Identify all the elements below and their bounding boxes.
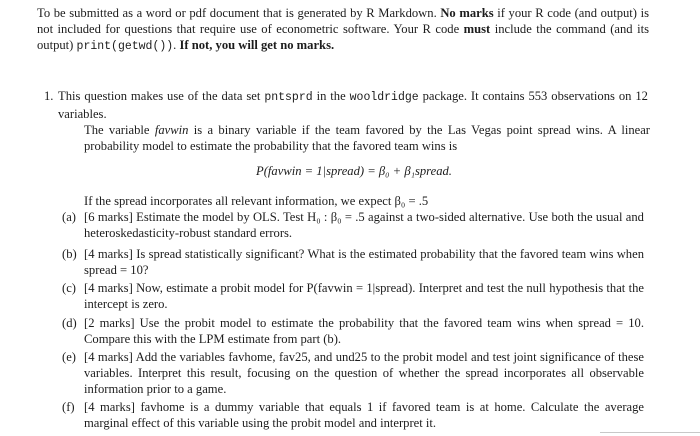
part-label: (f) — [62, 400, 75, 414]
part-f — [58, 399, 650, 431]
intro-bold-must: must — [463, 22, 491, 36]
part-marks: [4 marks] — [84, 281, 133, 295]
intro-text-3: include the command (and its output) — [37, 22, 649, 52]
p1-text-c: package. It contains 553 observations on 12 variables. — [58, 89, 648, 121]
part-marks: [2 marks] — [84, 316, 135, 330]
intro-code: print(getwd()) — [76, 40, 174, 53]
submission-instructions — [37, 5, 649, 55]
p1-text-a: This question makes use of the data set — [58, 89, 261, 103]
part-label: (b) — [62, 247, 77, 261]
p2-text-a: The variable — [84, 123, 150, 137]
question-1-paragraph-2 — [84, 122, 650, 154]
part-d — [58, 315, 650, 347]
intro-text-4: . — [173, 38, 177, 52]
question-1-paragraph-3: If the spread incorporates all relevant information, we expect β₀ = .5 — [84, 194, 429, 208]
part-text: favhome is a dummy variable that equals 1 if favored team is at home. Calculate the average marginal effect of this variable using the probit model and interpret it. — [84, 400, 644, 430]
p2-text-b: is a binary variable if the team favored by the Las Vegas point spread wins. A linear probability model to estimate the probability that the favored team wins is — [84, 123, 650, 153]
p1-text-b: in the — [316, 89, 346, 103]
part-b — [58, 246, 650, 278]
lpm-formula: P(favwin = 1|spread) = β₀ + β₁spread. — [256, 164, 452, 178]
part-text: Now, estimate a probit model for P(favwin = 1|spread). Interpret and test the null hypothesis that the intercept is zero. — [84, 281, 644, 311]
intro-bold-warning: If not, you will get no marks. — [179, 38, 335, 52]
part-label: (a) — [62, 210, 76, 224]
part-text: Estimate the model by OLS. Test H₀ : β₀ = .5 against a two-sided alternative. Use both the usual and heteroskedasticity-robust standard errors. — [84, 210, 644, 240]
intro-bold-no-marks: No marks — [440, 6, 494, 20]
part-a — [58, 209, 650, 241]
part-e — [58, 349, 650, 397]
part-marks: [6 marks] — [84, 210, 133, 224]
part-text: Add the variables favhome, fav25, and und25 to the probit model and test joint significance of these variables. Interpret this result, focusing on the question of whether the spread incorporates all observable information prior to a game. — [84, 350, 644, 396]
variable-favwin: favwin — [154, 123, 189, 137]
part-text: Is spread statistically significant? What is the estimated probability that the favored team wins when spread = 10? — [84, 247, 644, 277]
package-name: wooldridge — [349, 91, 419, 104]
part-label: (c) — [62, 281, 76, 295]
part-c — [58, 280, 650, 312]
question-number: 1. — [44, 89, 54, 103]
page-edge-rule — [600, 432, 700, 433]
intro-text-1: To be submitted as a word or pdf document that is generated by R Markdown. — [37, 6, 437, 20]
part-label: (e) — [62, 350, 76, 364]
part-marks: [4 marks] — [84, 247, 133, 261]
part-label: (d) — [62, 316, 77, 330]
part-marks: [4 marks] — [84, 400, 135, 414]
dataset-name: pntsprd — [264, 91, 313, 104]
part-text: Use the probit model to estimate the probability that the favored team wins when spread = 10. Compare this with the LPM estimate from part (b). — [84, 316, 644, 346]
part-marks: [4 marks] — [84, 350, 133, 364]
question-1-paragraph-1 — [58, 88, 648, 122]
intro-text-2: if your R code (and output) is not included for questions that require use of econometric software. Your R code — [37, 6, 649, 36]
